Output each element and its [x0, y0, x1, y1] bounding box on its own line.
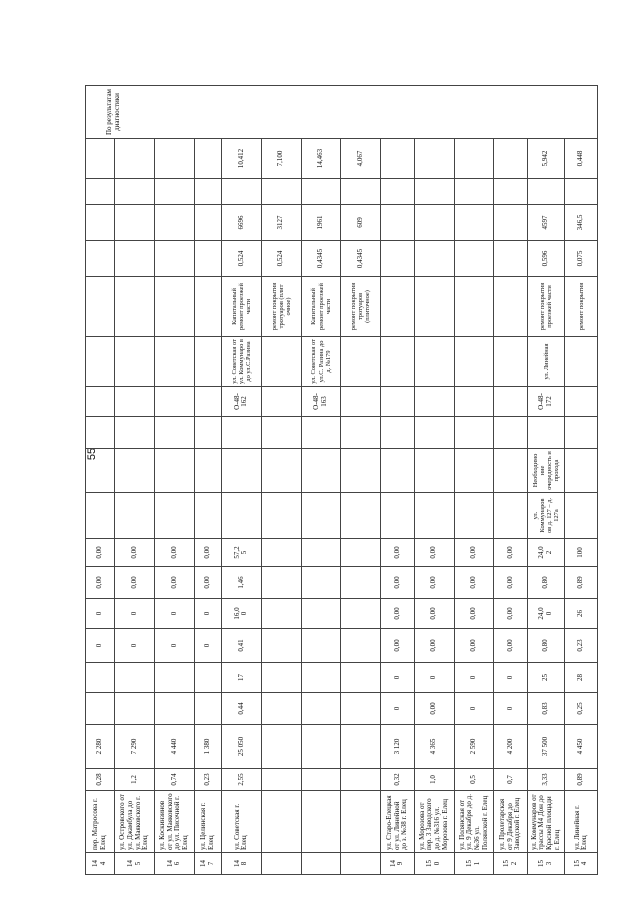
table-cell-v14: О-48- 162 [222, 387, 262, 417]
table-cell-v13 [565, 417, 598, 449]
table-cell-len [341, 769, 381, 791]
table-cell-v12 [301, 449, 341, 493]
table-cell-v16: Капитальный ремонт проезжей части [222, 277, 262, 337]
table-cell-v12 [222, 449, 262, 493]
table-cell-v17 [155, 241, 195, 277]
table-cell-v13 [155, 417, 195, 449]
table-cell-v8 [261, 599, 301, 629]
table-row [86, 86, 115, 875]
table-cell-v19 [194, 179, 221, 205]
table-cell-v20 [115, 139, 155, 179]
table-cell-v14 [494, 387, 528, 417]
table-cell-v16 [454, 277, 494, 337]
table-cell-v20: 14,463 [301, 139, 341, 179]
table-cell-v13 [341, 417, 381, 449]
table-cell-name [341, 791, 381, 853]
table-cell-v6: 0 [454, 663, 494, 693]
table-cell-v15 [261, 337, 301, 387]
table-cell-area: 4 450 [565, 725, 598, 769]
table-cell-name: ул. Линейная г. Елец [565, 791, 598, 853]
table-cell-v18 [414, 205, 454, 241]
table-cell-v13 [381, 417, 415, 449]
table-cell-v19 [454, 179, 494, 205]
table-cell-v15 [194, 337, 221, 387]
table-cell-v20: 0,448 [565, 139, 598, 179]
table-cell-v6: 0 [414, 663, 454, 693]
table-cell-v7: 0,80 [527, 629, 565, 663]
table-cell-v15: ул. Советская от ул. Коммунаро в до ул.С.Разина [222, 337, 262, 387]
table-cell-v13 [194, 417, 221, 449]
table-cell-area [261, 725, 301, 769]
table-cell-len: 0,74 [155, 769, 195, 791]
table-cell-v12 [381, 449, 415, 493]
table-cell-v16 [194, 277, 221, 337]
table-cell-v7 [341, 629, 381, 663]
roads-table [85, 85, 598, 875]
table-cell-v19 [155, 179, 195, 205]
table-cell-v9: 0,80 [527, 567, 565, 599]
table-cell-v6 [115, 663, 155, 693]
table-cell-len: 1,0 [414, 769, 454, 791]
table-cell-v6: 0 [494, 663, 528, 693]
table-cell-v14: О-48- 163 [301, 387, 341, 417]
table-cell-v10: 24,0 2 [527, 539, 565, 567]
table-cell-v15 [494, 337, 528, 387]
table-cell-v14 [155, 387, 195, 417]
table-cell-name: ул. Пролетарская от 9 Декабря до Заводской г. Елец [494, 791, 528, 853]
table-cell-v12 [155, 449, 195, 493]
table-cell-v15 [414, 337, 454, 387]
table-cell-area: 3 120 [381, 725, 415, 769]
table-cell-v6 [301, 663, 341, 693]
table-cell-v10 [341, 539, 381, 567]
table-cell-v5: 0 [381, 693, 415, 725]
table-cell-v17 [454, 241, 494, 277]
table-cell-v20: 4,067 [341, 139, 381, 179]
table-cell-v18 [155, 205, 195, 241]
table-row [381, 86, 415, 875]
table-cell-v17 [414, 241, 454, 277]
table-cell-v16 [381, 277, 415, 337]
table-cell-v20 [381, 139, 415, 179]
table-cell-name: ул. Целинская г. Елец [194, 791, 221, 853]
table-cell-v20 [494, 139, 528, 179]
table-cell-v19 [115, 179, 155, 205]
table-cell-v10: 0,00 [86, 539, 115, 567]
table-cell-no: 15 0 [414, 853, 454, 875]
table-cell-v11 [381, 493, 415, 539]
table-cell-v9: 0,00 [86, 567, 115, 599]
table-cell-v12 [494, 449, 528, 493]
table-cell-v18 [194, 205, 221, 241]
table-cell-v5 [341, 693, 381, 725]
table-cell-v8: 0 [86, 599, 115, 629]
table-cell-v10: 0,00 [194, 539, 221, 567]
table-cell-v20 [414, 139, 454, 179]
table-cell-v14 [194, 387, 221, 417]
table-cell-v10: 0,00 [381, 539, 415, 567]
table-cell-v11 [261, 493, 301, 539]
table-cell-v5 [194, 693, 221, 725]
table-cell-v8: 26 [565, 599, 598, 629]
table-cell-v20: 10,412 [222, 139, 262, 179]
table-row [261, 86, 301, 875]
table-cell-area: 4 200 [494, 725, 528, 769]
table-cell-name [261, 791, 301, 853]
table-cell-name: ул. Коскинзинов от ул. Маяковского до ул. Писечной г. Елец [155, 791, 195, 853]
table-cell-v11 [301, 493, 341, 539]
table-cell-v9 [301, 567, 341, 599]
table-cell-v11 [565, 493, 598, 539]
table-cell-v18: 609 [341, 205, 381, 241]
table-cell-v10 [301, 539, 341, 567]
table-cell-v17 [381, 241, 415, 277]
table-cell-v17: 0,524 [222, 241, 262, 277]
table-cell-v9: 0,00 [494, 567, 528, 599]
table-cell-no [341, 853, 381, 875]
table-cell-v20 [194, 139, 221, 179]
table-cell-v13 [494, 417, 528, 449]
table-cell-v5 [115, 693, 155, 725]
table-cell-v19 [341, 179, 381, 205]
table-cell-v15 [155, 337, 195, 387]
side-note: По результатам диагностики [86, 86, 598, 139]
table-cell-v5: 0,00 [414, 693, 454, 725]
table-cell-v5: 0,83 [527, 693, 565, 725]
table-cell-v5 [301, 693, 341, 725]
table-cell-v9: 0,00 [381, 567, 415, 599]
table-cell-v17: 0,075 [565, 241, 598, 277]
table-cell-v8 [301, 599, 341, 629]
table-row [222, 86, 262, 875]
table-cell-v16 [86, 277, 115, 337]
table-cell-v10: 57,2 5 [222, 539, 262, 567]
table-cell-v6: 17 [222, 663, 262, 693]
table-cell-name: ул. Коммунаров от трассы М4 Дон до Красной площади г. Елец [527, 791, 565, 853]
table-cell-name: ул. Морозова от пер. 3 Заводского до д. №316 ул. Морозова г. Елец [414, 791, 454, 853]
table-cell-v10: 100 [565, 539, 598, 567]
table-cell-v20: 7,100 [261, 139, 301, 179]
table-cell-len [301, 769, 341, 791]
table-cell-v13 [454, 417, 494, 449]
table-cell-v17: 0,4345 [301, 241, 341, 277]
table-cell-v14 [115, 387, 155, 417]
table-cell-v17 [494, 241, 528, 277]
table-row [527, 86, 565, 875]
table-cell-v11 [454, 493, 494, 539]
table-cell-v10: 0,00 [115, 539, 155, 567]
table-cell-len: 0,5 [454, 769, 494, 791]
table-cell-v18: 3127 [261, 205, 301, 241]
table-cell-v15: ул. Советская от ул.С. Разина до д. №179 [301, 337, 341, 387]
table-cell-v5: 0,25 [565, 693, 598, 725]
table-cell-v18: 6696 [222, 205, 262, 241]
table-cell-v19 [86, 179, 115, 205]
table-cell-len [261, 769, 301, 791]
table-cell-v9: 0,89 [565, 567, 598, 599]
table-cell-v7: 0,00 [454, 629, 494, 663]
table-cell-v11 [194, 493, 221, 539]
table-cell-v8: 0 [115, 599, 155, 629]
table-cell-v10 [261, 539, 301, 567]
table-cell-v12 [454, 449, 494, 493]
table-cell-v15 [454, 337, 494, 387]
table-cell-v14 [341, 387, 381, 417]
rotated-table-container [85, 89, 598, 875]
table-cell-v9: 0,00 [414, 567, 454, 599]
table-row [494, 86, 528, 875]
table-cell-v10: 0,00 [454, 539, 494, 567]
table-cell-v9 [341, 567, 381, 599]
table-cell-v8: 24,0 0 [527, 599, 565, 629]
table-cell-v13 [115, 417, 155, 449]
table-cell-len: 0,23 [194, 769, 221, 791]
table-cell-v12 [341, 449, 381, 493]
table-cell-v8: 0,00 [454, 599, 494, 629]
table-cell-v13 [261, 417, 301, 449]
table-cell-v17 [86, 241, 115, 277]
table-cell-area: 4 440 [155, 725, 195, 769]
table-cell-v16: ремонт покрытия [565, 277, 598, 337]
table-cell-v17 [194, 241, 221, 277]
table-cell-v6 [194, 663, 221, 693]
table-cell-v13 [414, 417, 454, 449]
table-cell-v19 [414, 179, 454, 205]
table-cell-v11 [86, 493, 115, 539]
table-row [341, 86, 381, 875]
table-cell-v18: 4597 [527, 205, 565, 241]
table-cell-v16: ремонт покрытия тротуаров (плит очное) [261, 277, 301, 337]
table-cell-v14 [414, 387, 454, 417]
table-body [86, 86, 598, 875]
table-cell-len: 0,7 [494, 769, 528, 791]
table-cell-v18 [86, 205, 115, 241]
table-cell-v19 [261, 179, 301, 205]
table-cell-v16 [155, 277, 195, 337]
table-cell-v6 [261, 663, 301, 693]
table-cell-name: ул. Советская г. Елец [222, 791, 262, 853]
table-cell-v11 [222, 493, 262, 539]
table-cell-v12 [261, 449, 301, 493]
table-cell-name: ул. Островского от ул. Джамбула до ул. Маяковского г. Елец [115, 791, 155, 853]
table-cell-v11 [341, 493, 381, 539]
table-cell-no: 15 3 [527, 853, 565, 875]
table-cell-no: 14 5 [115, 853, 155, 875]
table-cell-v20: 5,942 [527, 139, 565, 179]
table-cell-v13 [301, 417, 341, 449]
table-cell-v5 [155, 693, 195, 725]
table-cell-v11 [414, 493, 454, 539]
table-cell-v15: ул. Линейная [527, 337, 565, 387]
table-cell-len: 0,32 [381, 769, 415, 791]
table-cell-v7: 0,00 [414, 629, 454, 663]
table-cell-v17: 0,524 [261, 241, 301, 277]
table-cell-v19 [527, 179, 565, 205]
table-cell-v10: 0,00 [414, 539, 454, 567]
table-cell-no: 15 2 [494, 853, 528, 875]
table-cell-v19 [301, 179, 341, 205]
table-cell-v20 [155, 139, 195, 179]
table-cell-v14 [454, 387, 494, 417]
table-cell-v7 [301, 629, 341, 663]
table-cell-v7: 0,23 [565, 629, 598, 663]
table-cell-v18: 346,5 [565, 205, 598, 241]
table-cell-v18 [494, 205, 528, 241]
table-cell-v12 [194, 449, 221, 493]
table-cell-no: 14 4 [86, 853, 115, 875]
table-cell-no: 15 1 [454, 853, 494, 875]
table-cell-v19 [222, 179, 262, 205]
table-cell-v10: 0,00 [494, 539, 528, 567]
table-cell-v12 [86, 449, 115, 493]
page-number: 55 [86, 447, 98, 461]
table-cell-area: 1 380 [194, 725, 221, 769]
table-cell-v12 [414, 449, 454, 493]
table-cell-v6 [155, 663, 195, 693]
table-row [194, 86, 221, 875]
table-cell-v9: 0,00 [155, 567, 195, 599]
table-cell-v19 [565, 179, 598, 205]
table-cell-v14 [261, 387, 301, 417]
table-cell-v19 [494, 179, 528, 205]
table-cell-name [301, 791, 341, 853]
table-cell-len: 1,2 [115, 769, 155, 791]
table-cell-v13 [86, 417, 115, 449]
table-cell-v5: 0 [454, 693, 494, 725]
table-cell-v9: 0,00 [454, 567, 494, 599]
table-cell-v8: 0,00 [381, 599, 415, 629]
table-cell-v5: 0 [494, 693, 528, 725]
table-cell-v9: 0,00 [115, 567, 155, 599]
table-cell-area: 2 280 [86, 725, 115, 769]
table-row [301, 86, 341, 875]
table-cell-area: 7 290 [115, 725, 155, 769]
table-cell-v7: 0 [155, 629, 195, 663]
table-cell-area [301, 725, 341, 769]
table-cell-v17: 0,596 [527, 241, 565, 277]
table-cell-v16: Капитальный ремонт проезжей части [301, 277, 341, 337]
table-cell-len: 0,28 [86, 769, 115, 791]
table-cell-v8: 0 [155, 599, 195, 629]
table-row [155, 86, 195, 875]
table-row [565, 86, 598, 875]
table-cell-v14: О-48- 172 [527, 387, 565, 417]
table-cell-no: 14 8 [222, 853, 262, 875]
table-cell-v11: ул. Коммунаров ов д. 127 – д. 127а [527, 493, 565, 539]
table-cell-v6: 28 [565, 663, 598, 693]
table-cell-v7: 0 [194, 629, 221, 663]
table-cell-v14 [565, 387, 598, 417]
table-cell-v16: ремонт покрытия проезжей части [527, 277, 565, 337]
table-cell-v14 [381, 387, 415, 417]
table-cell-v12 [565, 449, 598, 493]
table-cell-name: ул. Полянская от ул. 9 Декабря до д. №36 ул. Полянской г. Елец [454, 791, 494, 853]
table-cell-v6 [341, 663, 381, 693]
table-cell-v8: 0,00 [494, 599, 528, 629]
table-cell-v18 [381, 205, 415, 241]
table-cell-v7: 0 [86, 629, 115, 663]
table-cell-v19 [381, 179, 415, 205]
table-cell-v16: ремонт покрытия тротуаров (плиточное) [341, 277, 381, 337]
table-cell-area: 2 590 [454, 725, 494, 769]
table-cell-no: 14 6 [155, 853, 195, 875]
table-cell-len: 3,33 [527, 769, 565, 791]
table-cell-v20 [454, 139, 494, 179]
table-cell-v7: 0,00 [494, 629, 528, 663]
table-row [454, 86, 494, 875]
table-cell-v8: 0,00 [414, 599, 454, 629]
table-cell-v18: 1961 [301, 205, 341, 241]
table-cell-v10: 0,00 [155, 539, 195, 567]
table-cell-v11 [115, 493, 155, 539]
table-row [115, 86, 155, 875]
table-cell-v8: 16,0 0 [222, 599, 262, 629]
table-cell-v20 [86, 139, 115, 179]
table-cell-v9: 1,46 [222, 567, 262, 599]
table-cell-v17 [115, 241, 155, 277]
table-cell-name: пер. Матросова г. Елец [86, 791, 115, 853]
table-cell-no: 14 7 [194, 853, 221, 875]
table-cell-v16 [414, 277, 454, 337]
table-cell-v16 [494, 277, 528, 337]
table-cell-v15 [341, 337, 381, 387]
table-cell-v8: 0 [194, 599, 221, 629]
table-cell-v7 [261, 629, 301, 663]
table-cell-area: 4 365 [414, 725, 454, 769]
table-cell-v9: 0,00 [194, 567, 221, 599]
table-cell-v18 [115, 205, 155, 241]
table-cell-v7: 0,00 [381, 629, 415, 663]
table-cell-v6: 0 [381, 663, 415, 693]
table-cell-v13 [222, 417, 262, 449]
table-cell-area [341, 725, 381, 769]
table-cell-no: 15 4 [565, 853, 598, 875]
table-cell-v15 [381, 337, 415, 387]
table-cell-v6 [86, 663, 115, 693]
table-cell-v5: 0,44 [222, 693, 262, 725]
table-cell-v17: 0,4345 [341, 241, 381, 277]
table-cell-v11 [155, 493, 195, 539]
table-cell-v7: 0,41 [222, 629, 262, 663]
table-cell-v6: 25 [527, 663, 565, 693]
table-cell-v13 [527, 417, 565, 449]
table-cell-area: 25 050 [222, 725, 262, 769]
table-cell-v12 [115, 449, 155, 493]
table-cell-no [261, 853, 301, 875]
table-cell-len: 2,55 [222, 769, 262, 791]
table-cell-v8 [341, 599, 381, 629]
table-cell-v18 [454, 205, 494, 241]
table-cell-name: ул. Старо-Елецкая от ул. Линейной до з. №38 г. Елец [381, 791, 415, 853]
table-cell-v11 [494, 493, 528, 539]
table-cell-v7: 0 [115, 629, 155, 663]
table-cell-v9 [261, 567, 301, 599]
table-cell-v15 [86, 337, 115, 387]
table-cell-v15 [115, 337, 155, 387]
table-cell-v16 [115, 277, 155, 337]
table-cell-no [301, 853, 341, 875]
table-cell-v5 [86, 693, 115, 725]
table-cell-v15 [565, 337, 598, 387]
table-row [414, 86, 454, 875]
table-cell-len: 0,89 [565, 769, 598, 791]
table-cell-no: 14 9 [381, 853, 415, 875]
table-cell-v5 [261, 693, 301, 725]
table-cell-area: 37 500 [527, 725, 565, 769]
table-cell-v14 [86, 387, 115, 417]
table-cell-v12: Необходимо ние очередность и прохода [527, 449, 565, 493]
